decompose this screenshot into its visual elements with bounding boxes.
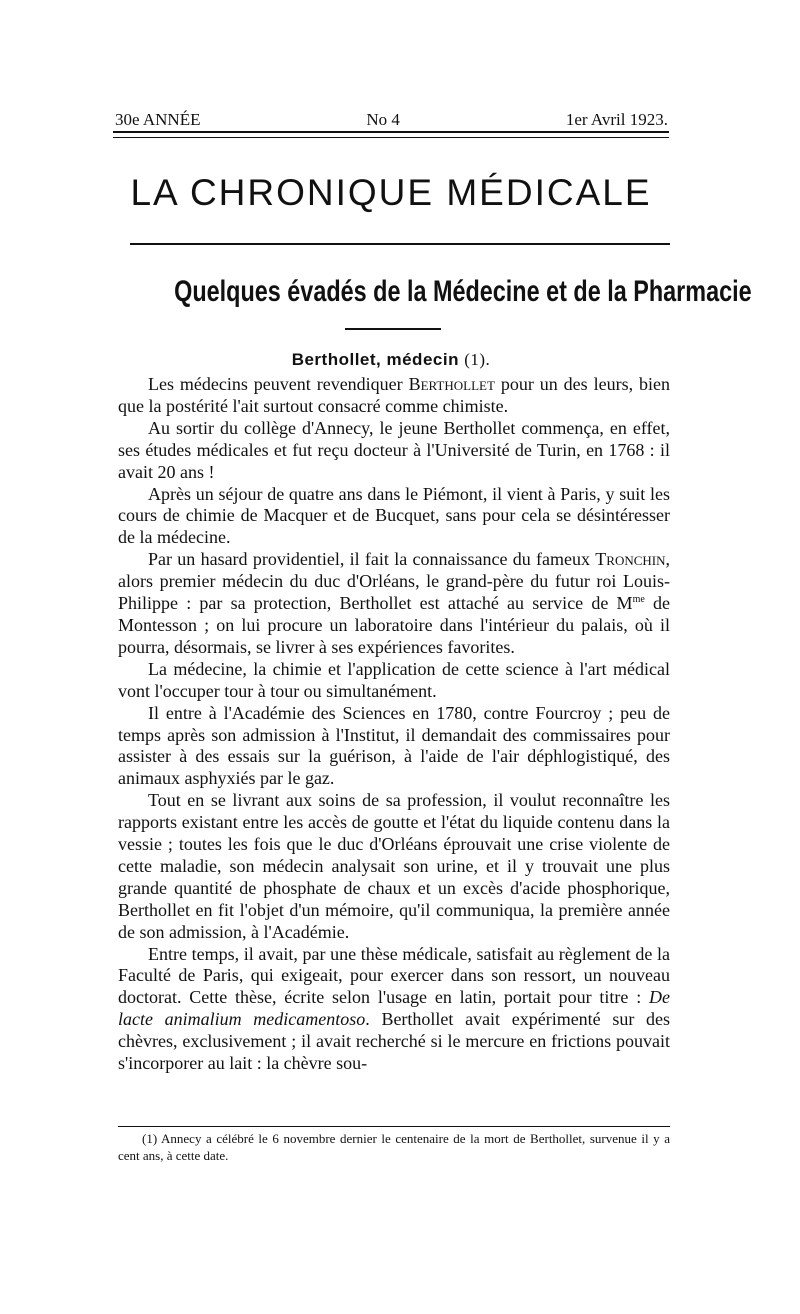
paragraph-1-text-a: Les médecins peuvent revendiquer [148, 374, 409, 394]
paragraph-8-text-a: Entre temps, il avait, par une thèse médicale, satisfait au règlement de la Faculté de Paris, qui exigeait, pour exercer dans son ressort, un nouveau doctorat. Cette thèse, écrite selon l'usage en latin, portait pour titre : [118, 943, 670, 1008]
thesis-title: De lacte animalium medicamentoso [118, 987, 670, 1030]
running-header [115, 104, 668, 130]
journal-title: LA CHRONIQUE MÉDICALE [130, 172, 652, 213]
header-rule-thick [113, 131, 669, 133]
paragraph-1-text-b: pour un des leurs, bien que la postérité l'ait surtout consacré comme chimiste. [118, 374, 670, 416]
paragraph-8-text-b: . Berthollet avait expérimenté sur des chèvres, exclusivement ; il avait recherché si le mercure en frictions pouvait s'incorporer au lait : la chèvre sou- [118, 1009, 670, 1074]
paragraph-5: La médecine, la chimie et l'application de cette science à l'art médical vont l'occuper tour à tour ou simultanément. [118, 658, 670, 701]
paragraph-4-text-b: , alors premier médecin du duc d'Orléans, le grand-père du futur roi Louis-Philippe : par sa protection, Berthollet est attaché au service de M [118, 549, 670, 614]
header-date: 1er Avril 1923. [565, 110, 668, 129]
superscript-me: me [632, 594, 645, 606]
section-heading [113, 350, 669, 370]
name-berthollet: Berthollet [408, 374, 495, 394]
header-issue-number: No 4 [366, 110, 400, 129]
article-title: Quelques évadés de la Médecine et de la Pharmacie [174, 275, 752, 308]
paragraph-4 [118, 549, 670, 659]
article-title-rule [345, 328, 441, 330]
footnote-rule [118, 1126, 670, 1127]
section-heading-text: Berthollet, médecin [291, 350, 459, 369]
paragraph-6: Il entre à l'Académie des Sciences en 1780, contre Fourcroy ; peu de temps après son admission à l'Institut, il demandait des commissaires pour assister à des essais sur la guérison, à l'aide de l'air déphlogistiqué, des animaux asphyxiés par le gaz. [118, 702, 670, 789]
paragraph-3: Après un séjour de quatre ans dans le Piémont, il vient à Paris, y suit les cours de chimie de Macquer et de Bucquet, sans pour cela se désintéresser de la médecine. [118, 483, 670, 548]
article-body [118, 374, 670, 1075]
paragraph-4-text-c: de Montesson ; on lui procure un laboratoire dans l'intérieur du palais, où il pourra, désormais, se livrer à ses expériences favorites. [118, 593, 670, 657]
title-rule [130, 243, 670, 245]
paragraph-4-text-a: Par un hasard providentiel, il fait la connaissance du fameux [148, 549, 596, 570]
paragraph-2: Au sortir du collège d'Annecy, le jeune Berthollet commença, en effet, ses études médicales et fut reçu docteur à l'Université de Turin, en 1768 : il avait 20 ans ! [118, 417, 670, 482]
footnote-text: (1) Annecy a célébré le 6 novembre dernier le centenaire de la mort de Berthollet, survenue il y a cent ans, à cette date. [118, 1131, 670, 1163]
paragraph-8 [118, 944, 670, 1075]
footnote [118, 1130, 670, 1164]
name-tronchin: Tronchin [595, 549, 666, 570]
header-rule-thin [113, 137, 669, 138]
paragraph-7: Tout en se livrant aux soins de sa profession, il voulut reconnaître les rapports existant entre les accès de goutte et l'état du liquide contenu dans la vessie ; toutes les fois que le duc d'Orléans éprouvait une crise violente de cette maladie, son médecin analysait son urine, et il y trouvait une plus grande quantité de phosphate de chaux et un excès d'acide phosphorique, Berthollet en fit l'objet d'un mémoire, qu'il communiqua, la première année de son admission, à l'Académie. [118, 790, 670, 942]
footnote-reference: (1). [464, 350, 491, 369]
header-year: 30e ANNÉE [115, 110, 201, 129]
paragraph-1 [118, 374, 670, 418]
